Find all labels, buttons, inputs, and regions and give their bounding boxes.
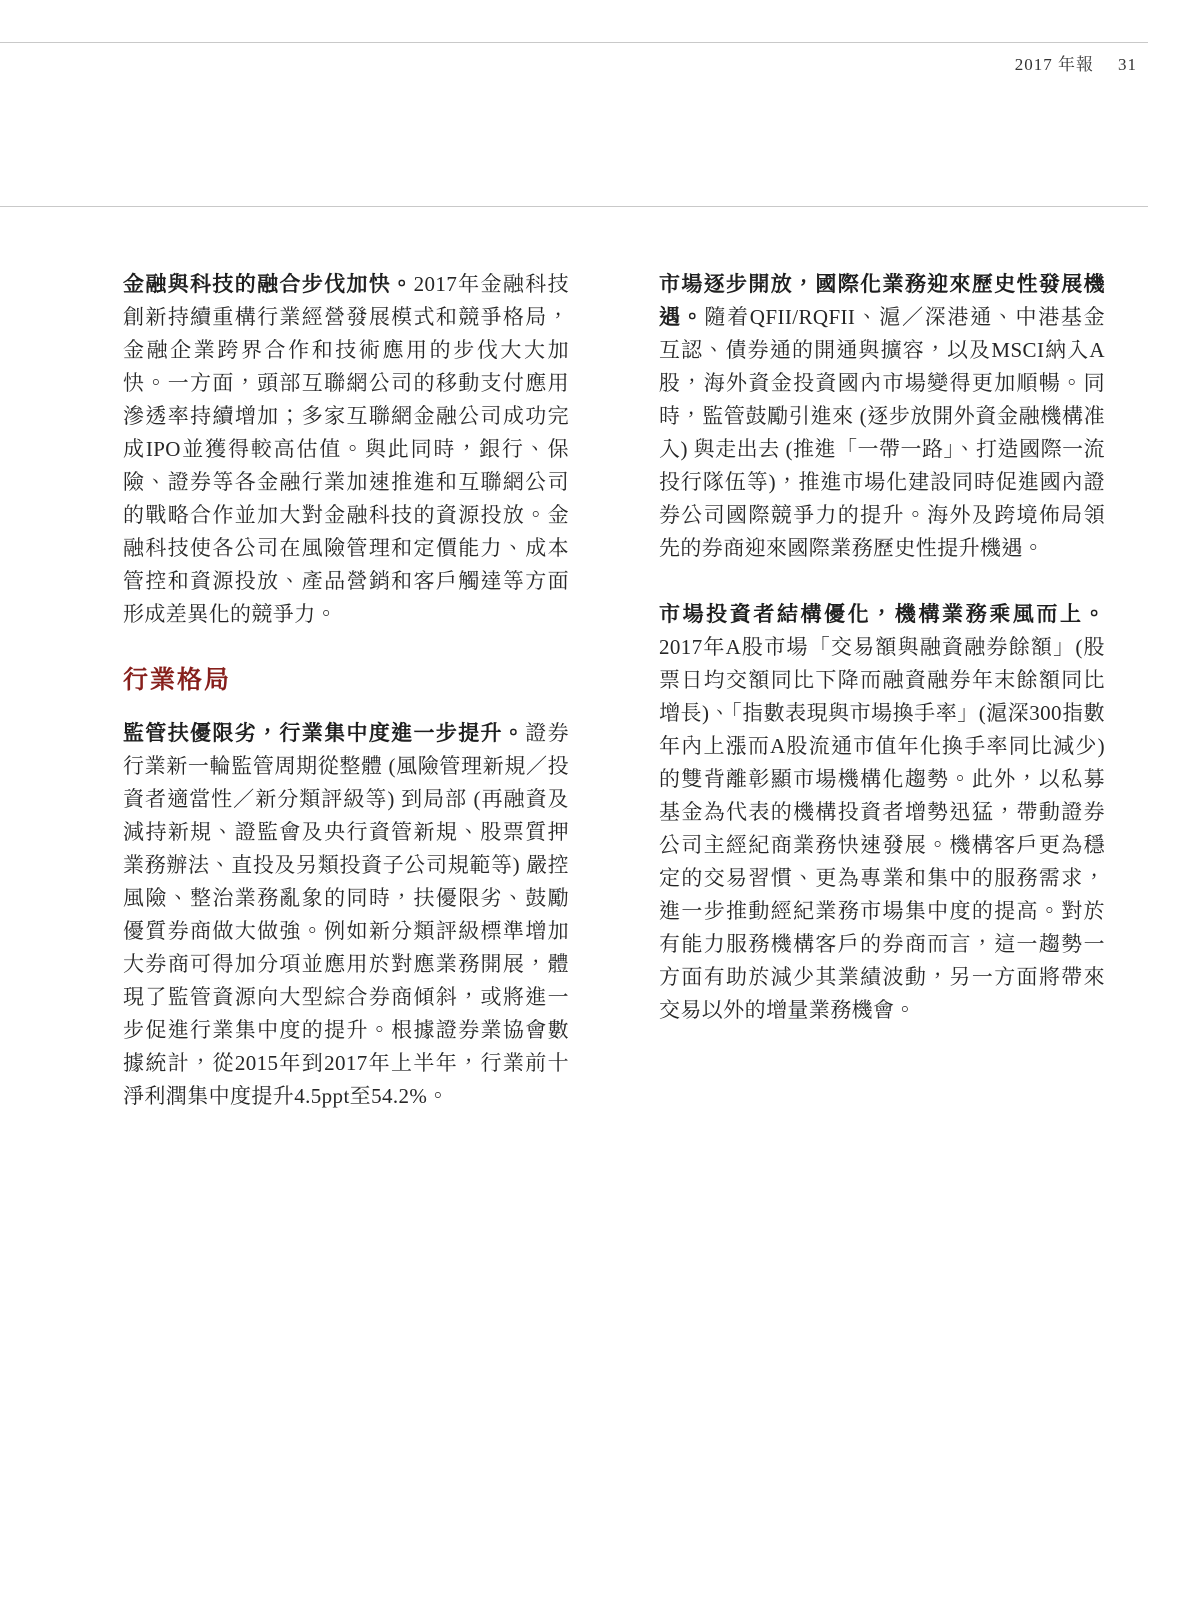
report-title: 2017 年報 xyxy=(1014,55,1094,74)
page-header xyxy=(0,50,1137,75)
paragraph-fintech-body: 2017年金融科技創新持續重構行業經營發展模式和競爭格局，金融企業跨界合作和技術應用的步伐大大加快。一方面，頭部互聯網公司的移動支付應用滲透率持續增加；多家互聯網金融公司成功完成IPO並獲得較高估值。與此同時，銀行、保險、證券等各金融行業加速推進和互聯網公司的戰略合作並加大對金融科技的資源投放。金融科技使各公司在風險管理和定價能力、成本管控和資源投放、產品營銷和客戶觸達等方面形成差異化的競爭力。 xyxy=(123,272,569,626)
section-heading-industry-landscape: 行業格局 xyxy=(123,667,232,694)
right-column xyxy=(659,268,1105,1113)
paragraph-opening-body: 隨着QFII/RQFII、滬／深港通、中港基金互認、債券通的開通與擴容，以及MSCI納入A股，海外資金投資國內市場變得更加順暢。同時，監管鼓勵引進來 (逐步放開外資金融機構准入) 與走出去 (推進「一帶一路」、打造國際一流投行隊伍等)，推進市場化建設同時促進國內證券公司國際競爭力的提升。海外及跨境佈局領先的券商迎來國際業務歷史性提升機遇。 xyxy=(659,305,1105,560)
paragraph-fintech xyxy=(123,268,569,631)
page-number: 31 xyxy=(1118,55,1137,74)
paragraph-investors xyxy=(659,598,1105,1027)
header-bottom-rule xyxy=(0,206,1148,207)
header-top-rule xyxy=(0,42,1148,43)
two-column-body xyxy=(123,268,1105,1113)
paragraph-opening xyxy=(659,268,1105,565)
paragraph-opening-lead: 市場逐步開放，國際化業務迎來歷史性發展機遇。 xyxy=(659,272,1105,329)
paragraph-investors-lead: 市場投資者結構優化，機構業務乘風而上。 xyxy=(659,602,1105,626)
paragraph-regulation-body: 證券行業新一輪監管周期從整體 (風險管理新規／投資者適當性／新分類評級等) 到局部 (再融資及減持新規、證監會及央行資管新規、股票質押業務辦法、直投及另類投資子公司規範等) 嚴控風險、整治業務亂象的同時，扶優限劣、鼓勵優質券商做大做強。例如新分類評級標準增加大券商可得加分項並應用於對應業務開展，體現了監管資源向大型綜合券商傾斜，或將進一步促進行業集中度的提升。根據證券業協會數據統計，從2015年到2017年上半年，行業前十淨利潤集中度提升4.5ppt至54.2%。 xyxy=(123,721,569,1108)
paragraph-fintech-lead: 金融與科技的融合步伐加快。 xyxy=(123,272,414,296)
paragraph-investors-body: 2017年A股市場「交易額與融資融券餘額」(股票日均交額同比下降而融資融券年末餘額同比增長)、「指數表現與市場換手率」(滬深300指數年內上漲而A股流通市值年化換手率同比減少) 的雙背離彰顯市場機構化趨勢。此外，以私募基金為代表的機構投資者增勢迅猛，帶動證券公司主經紀商業務快速發展。機構客戶更為穩定的交易習慣、更為專業和集中的服務需求，進一步推動經紀業務市場集中度的提高。對於有能力服務機構客戶的券商而言，這一趨勢一方面有助於減少其業績波動，另一方面將帶來交易以外的增量業務機會。 xyxy=(659,635,1105,1022)
left-column xyxy=(123,268,569,1113)
paragraph-regulation-lead: 監管扶優限劣，行業集中度進一步提升。 xyxy=(123,721,526,745)
paragraph-regulation xyxy=(123,717,569,1113)
